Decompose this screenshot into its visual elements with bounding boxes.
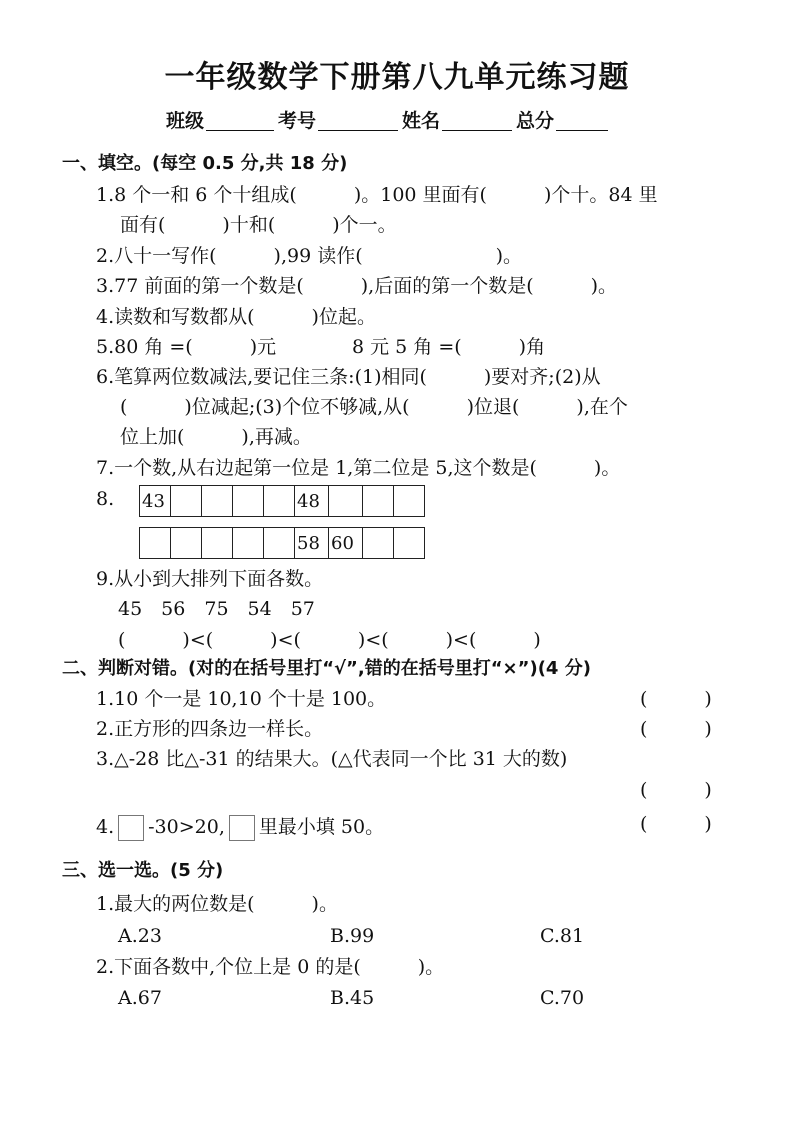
judge-q4-number: 4. [96,816,115,838]
choice-q1-option-a[interactable]: A.23 [118,925,162,947]
judge-q4 [96,815,384,841]
score-label: 总分 [516,110,555,132]
q3: 3.77 前面的第一个数是( ),后面的第一个数是( )。 [96,275,618,297]
grid-cell[interactable] [171,528,202,559]
exam-no-field[interactable] [318,112,398,131]
judge-q3: 3.△-28 比△-31 的结果大。(△代表同一个比 31 大的数) [96,748,568,770]
section-1-heading: 一、填空。(每空 0.5 分,共 18 分) [62,153,348,174]
q9: 9.从小到大排列下面各数。 [96,568,324,590]
number-grid-row-1 [139,485,425,517]
grid-cell[interactable] [202,528,233,559]
grid-cell[interactable] [202,486,233,517]
judge-q2-answer[interactable]: ( ) [640,718,712,740]
q9-numbers: 45 56 75 54 57 [118,598,315,620]
judge-q1: 1.10 个一是 10,10 个十是 100。 [96,688,387,710]
score-field[interactable] [556,112,608,131]
judge-q1-answer[interactable]: ( ) [640,688,712,710]
grid-cell[interactable] [264,486,295,517]
grid-cell[interactable] [233,528,264,559]
q6-line1: 6.笔算两位数减法,要记住三条:(1)相同( )要对齐;(2)从 [96,366,601,388]
choice-q2: 2.下面各数中,个位上是 0 的是( )。 [96,956,445,978]
q5a: 5.80 角 =( )元 [96,336,277,358]
q6-line2: ( )位减起;(3)个位不够减,从( )位退( ),在个 [120,396,628,418]
grid-cell: 58 [295,528,329,559]
choice-q1-option-b[interactable]: B.99 [330,925,375,947]
class-label: 班级 [166,110,205,132]
choice-q1: 1.最大的两位数是( )。 [96,893,338,915]
grid-cell[interactable] [394,528,425,559]
q5b: 8 元 5 角 =( )角 [352,336,546,358]
grid-cell[interactable] [329,486,363,517]
choice-q2-option-b[interactable]: B.45 [330,987,375,1009]
grid-cell[interactable] [171,486,202,517]
grid-cell: 48 [295,486,329,517]
choice-q1-option-c[interactable]: C.81 [540,925,585,947]
section-3-heading: 三、选一选。(5 分) [62,860,224,881]
q7: 7.一个数,从右边起第一位是 1,第二位是 5,这个数是( )。 [96,457,621,479]
grid-cell[interactable] [394,486,425,517]
grid-cell[interactable] [264,528,295,559]
q8-label: 8. [96,488,115,510]
grid-cell[interactable] [363,486,394,517]
box-symbol-icon [118,815,144,841]
grid-cell[interactable] [363,528,394,559]
class-field[interactable] [206,112,274,131]
name-label: 姓名 [402,110,441,132]
grid-cell[interactable] [233,486,264,517]
q1-line1: 1.8 个一和 6 个十组成( )。100 里面有( )个十。84 里 [96,184,658,206]
choice-q2-option-c[interactable]: C.70 [540,987,585,1009]
judge-q3-answer[interactable]: ( ) [640,779,712,801]
section-2-heading: 二、判断对错。(对的在括号里打“√”,错的在括号里打“×”)(4 分) [62,658,591,679]
judge-q2: 2.正方形的四条边一样长。 [96,718,324,740]
judge-q4-answer[interactable]: ( ) [640,813,712,835]
page-title: 一年级数学下册第八九单元练习题 [164,60,630,95]
grid-cell[interactable] [140,528,171,559]
q9-order-blanks[interactable]: ( )<( )<( )<( )<( ) [118,629,541,651]
name-field[interactable] [442,112,512,131]
q4: 4.读数和写数都从( )位起。 [96,306,376,328]
student-info-line [166,112,612,131]
grid-cell: 43 [140,486,171,517]
judge-q4-expression: -30>20, [148,816,225,838]
q1-line2: 面有( )十和( )个一。 [120,214,397,236]
q2: 2.八十一写作( ),99 读作( )。 [96,245,523,267]
judge-q4-statement: 里最小填 50。 [258,816,385,838]
box-symbol-icon [229,815,255,841]
choice-q2-option-a[interactable]: A.67 [118,987,162,1009]
number-grid-row-2 [139,527,425,559]
q6-line3: 位上加( ),再减。 [120,426,312,448]
grid-cell: 60 [329,528,363,559]
exam-no-label: 考号 [278,110,317,132]
